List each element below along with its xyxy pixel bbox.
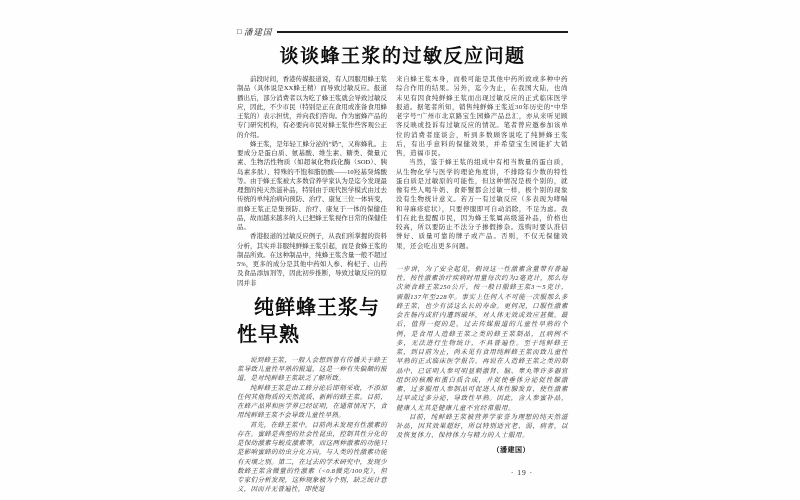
author-signature: （潘建国） [492, 445, 530, 454]
page-number: · 19 · [510, 467, 534, 477]
two-column-body [237, 75, 568, 495]
section-heading: 纯鲜蜂王浆与性早熟 [237, 296, 380, 346]
author-name: 潘建国 [243, 26, 273, 37]
paragraph: 前段时间，香港传媒报道说，有人因服用蜂王浆制品（具体说是XX蜂王精）而导致过敏反应。报道播出后，部分消费者以为吃了蜂王浆就会导致过敏反应，因此，不少市民（特别是正在食用或准备食用蜂王浆的）表示担忧，并向我们咨询。作为蜜蜂产品的专门研究机构，有必要向市民对蜂王浆作些客观公正的介绍。 [237, 76, 387, 139]
paragraph: 首先，在蜂王浆中，目前尚未发现有性激素的存在。蜜蜂是典型的社会性昆虫，控制其性分化的是保幼激素与蜕皮激素等，而这两种激素的功能只是影响蜜蜂的幼虫分化方向，与人类的性激素功能有天壤之别。第二，在过去的学术研究中，发现少数蜂王浆含微量的性激素（<0.8微克/100克），但专家们分析发现，这种现象极为个别，缺乏统计意义，因而并无普遍性，即使退 [237, 421, 387, 494]
author-box-icon: □ [237, 26, 242, 36]
paragraph: 一步讲，为了安全起见，假设这一性激素含量带有普遍性，按性激素治疗疾病时用量每次约为2毫克计，那么每次须食蜂王浆250公斤，按一般日服蜂王浆3～5克计，需服137年至228年。事实上任何人不可能一次服那么多蜂王浆，也少有活这么长的寿命。更何况，口服性激素会在肠内或肝内遭到破坏，对人体无效或效应甚微。最后，值得一提的是，过去传媒报道的儿童性早熟的个例，是食用人造蜂王浆之类的蜂王浆制品，且病例不多，无法进行生物统计，不具普遍性。至于纯鲜蜂王浆，到目前为止，尚未见有食用纯鲜蜂王浆而致儿童性早熟的正式临床医学报告。再说在人造蜂王浆之类的制品中，已证明人参可明显刺激肾、脑、睾丸等许多器官组织的核酸和蛋白质合成，并促使垂体分泌促性腺激素，过多服用人参制品可促进人体性腺发育，使性激素过早或过多分泌，导致性早熟。因此，含人参蜜补品，健康人尤其是健康儿童不宜经常服用。 [396, 265, 568, 412]
paragraph: 当然，鉴于蜂王浆的组成中有相当数量的蛋白质，从生物化学与医学的理论角度讲，不排除有少数的特性蛋白质是过敏原的可能性，但这种情况是极个别的，就像有些人喝牛奶、食虾蟹都会过敏一样，极个别的现象没有生物统计意义。若万一有过敏反应（多表现为哮喘和荨麻疹症状），只要停服即可自动消除，不足为虑。我们在此也提醒市民，因为蜂王浆属高级滋补品，价格也较高，所以要防止不法分子掺假掺杂。选购时要认准信誉好、质量可靠的牌子或产品。否则，不仅无保健效果，还会吃出更多问题。 [396, 159, 568, 250]
page-body [237, 26, 568, 495]
paragraph: 纯鲜蜂王浆是由工蜂分泌后即刻采收，不添加任何其他物质的天然流质、新鲜的蜂王浆。目前，在蜂产品界和医学界已经证明，在通常情况下，食用纯鲜蜂王浆不会导致儿童性早熟。 [237, 384, 387, 420]
article-title: 谈谈蜂王浆的过敏反应问题 [279, 46, 526, 67]
paragraph: 说到蜂王浆，一般人会想到曾有传播关于蜂王浆导致儿童性早熟的报道，这是一种有失偏颇的报道，是对纯鲜蜂王浆缺乏了解所致。 [237, 356, 387, 383]
right-column [396, 75, 568, 495]
section-gap [396, 251, 568, 265]
paragraph: 香港报道的过敏反应例子，从我们所掌握的资料分析，其实并非服纯鲜蜂王浆引起，而是食蜂王浆的制品所致。在这种制品中，纯蜂王浆含量一般不超过5%，更多的成分是其他中药如人参、枸杞子、山药及食品添加剂等，因此初步推断，导致过敏反应的原因并非 [237, 233, 387, 287]
paragraph: 目前，纯鲜蜂王浆被营养学家誉为理想的纯天然滋补品，因其效果超好，所以特别适宜老、弱、病者，以及恢复体力、保持体力与精力的人士服用。 [396, 413, 568, 440]
header-rule [277, 31, 568, 32]
left-column [237, 75, 387, 495]
byline [237, 26, 568, 37]
paragraph: 蜂王浆，是年轻工蜂分泌的“奶”，又称蜂乳。主要成分是蛋白质、氨基酸、维生素、糖类、微量元素、生物活性物质（如超氧化物歧化酶（SOD）、胰岛素多肽）、特殊的不饱和脂肪酸——10羟基癸烯酸等。由于蜂王浆被大多数营养学家认为是迄今发现最理想的纯天然滋补品，特别由于现代医学模式由过去传统的单纯治病向预防、治疗、康复三位一体转变，而蜂王浆正是集预防、治疗、康复于一体的保健佳品，故而越来越多的人已把蜂王浆视作日常的保健佳品。 [237, 140, 387, 231]
paragraph: 来自蜂王浆本身，而极可能是其他中药所致或多种中药综合作用的结果。另外，迄今为止，在我国大陆，也尚未见有因食纯鲜蜂王浆而出现过敏反应的正式临床医学报道。据笔者所知，销售纯鲜蜂王浆近30年历史的“中华老字号”广州市北京路宝生园蜂产品总汇，亦从来听见顾客反映或投诉有过敏反应的情况。笔者曾应邀参加该单位的消费者座谈会，听到多数顾客说吃了纯鲜蜂王浆后，有出乎意料的保健效果，并希望宝生园能扩大销售，造福市民。 [396, 76, 568, 157]
